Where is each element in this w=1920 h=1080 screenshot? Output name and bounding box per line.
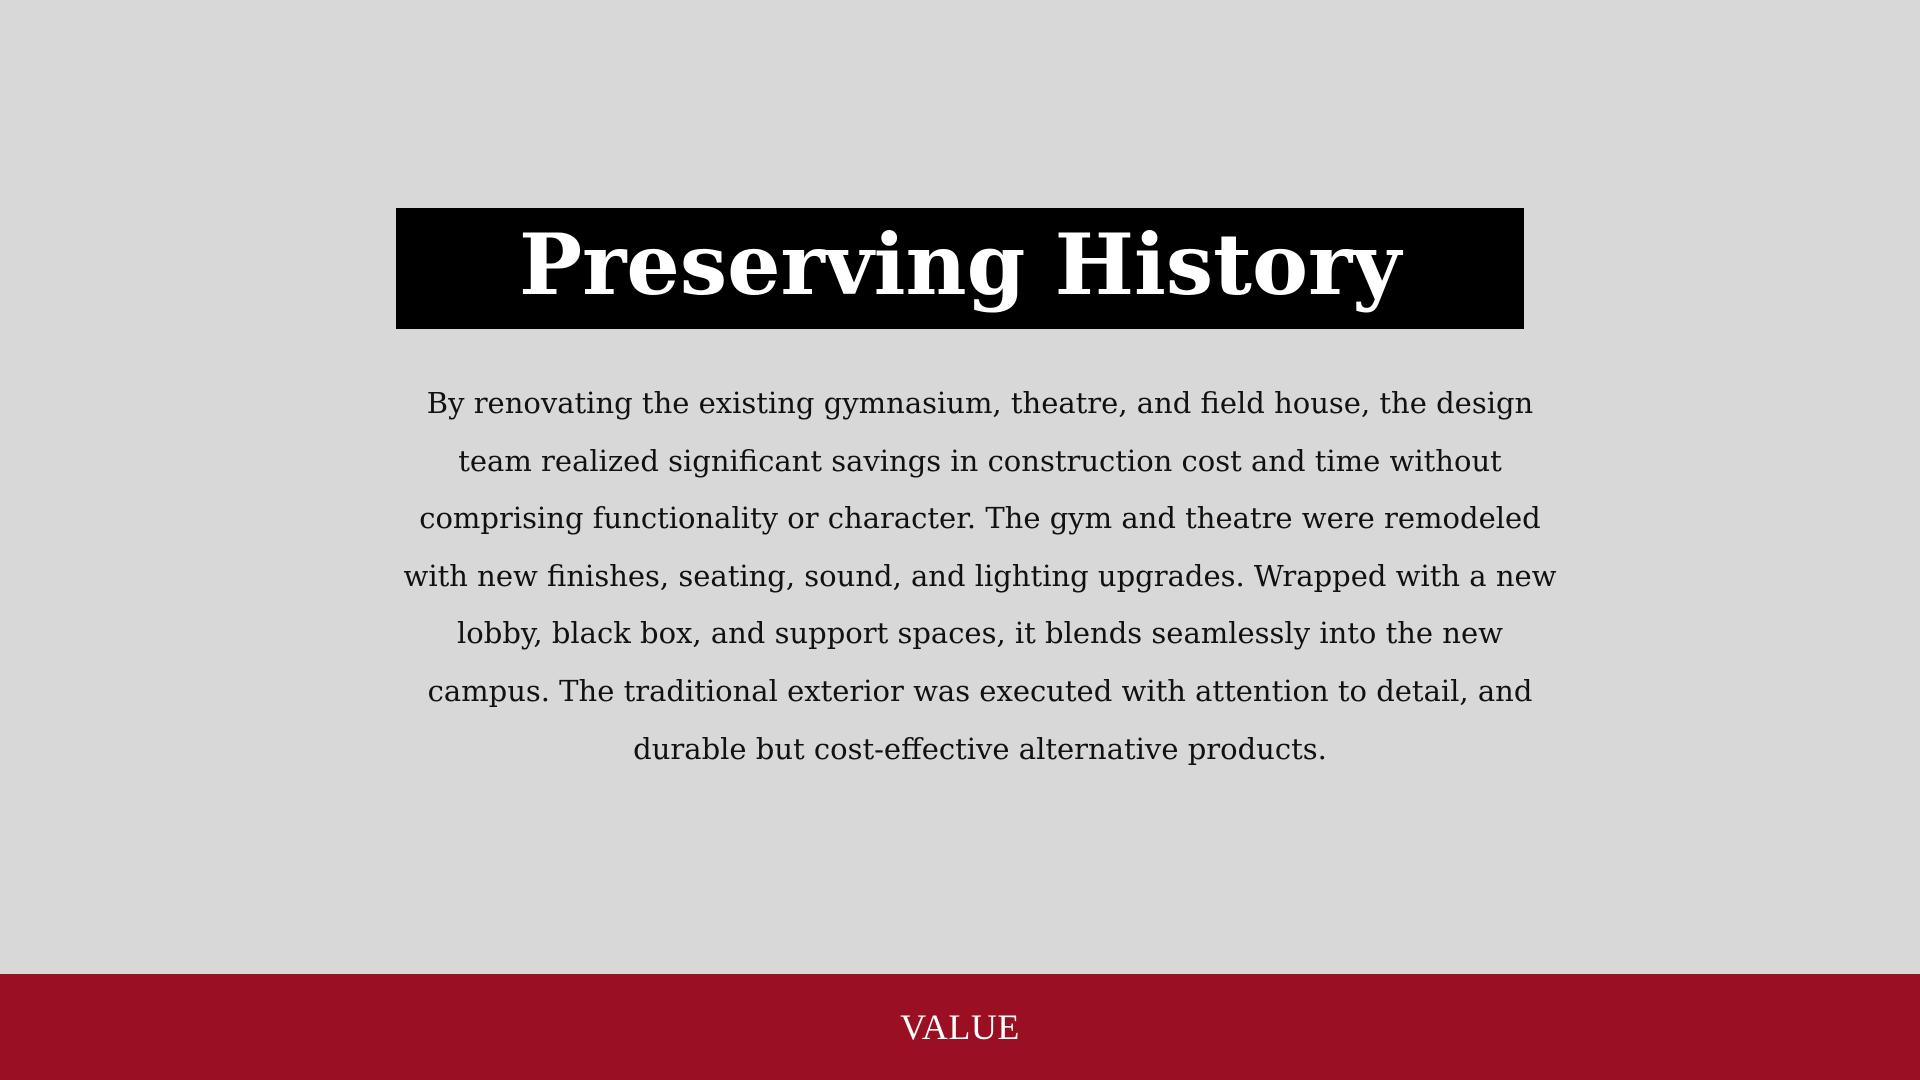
slide-body-text: By renovating the existing gymnasium, theatre, and field house, the design team realized significant savings in construction cost and time without comprising functionality or character. The gym and theatre were remodeled with new finishes, seating, sound, and lighting upgrades. Wrapped with a new lobby, black box, and support spaces, it blends seamlessly into the new campus. The traditional exterior was executed with attention to detail, and durable but cost-effective alternative products. — [403, 386, 1557, 766]
title-banner — [396, 208, 1524, 329]
footer-label: VALUE — [900, 1007, 1020, 1047]
footer-banner — [0, 974, 1920, 1080]
slide-title: Preserving History — [518, 214, 1402, 314]
